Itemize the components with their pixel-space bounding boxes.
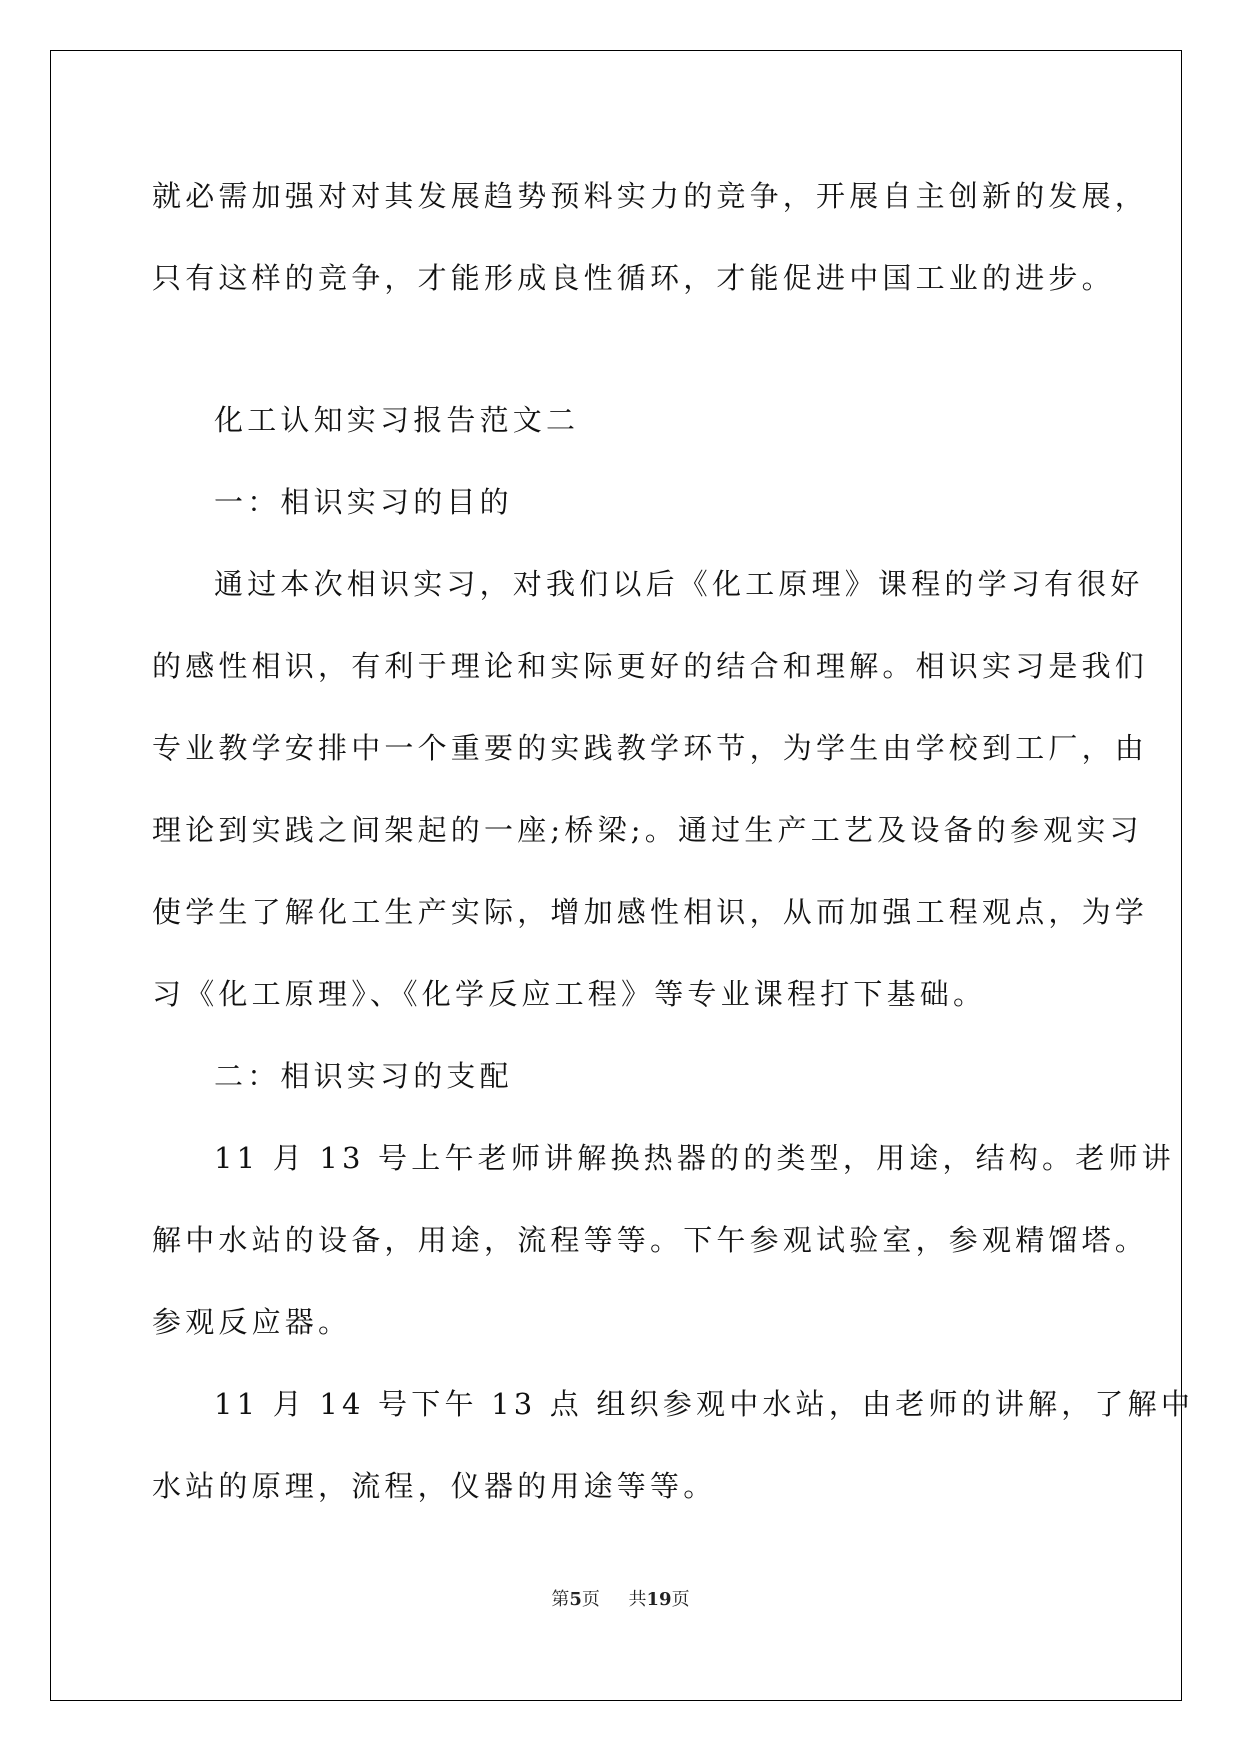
paragraph-line: 解中水站的设备，用途，流程等等。下午参观试验室，参观精馏塔。 — [152, 1223, 1149, 1257]
paragraph-line: 参观反应器。 — [152, 1305, 352, 1339]
paragraph-line: 专业教学安排中一个重要的实践教学环节，为学生由学校到工厂，由 — [152, 731, 1149, 765]
section-heading: 一：相识实习的目的 — [214, 485, 513, 519]
paragraph-line: 通过本次相识实习，对我们以后《化工原理》课程的学习有很好 — [214, 567, 1144, 601]
paragraph-line: 水站的原理，流程，仪器的用途等等。 — [152, 1469, 717, 1503]
total-prefix: 共 — [628, 1589, 647, 1610]
section-heading: 二：相识实习的支配 — [214, 1059, 513, 1093]
paragraph-line: 11 月 14 号下午 13 点 组织参观中水站，由老师的讲解，了解中 — [214, 1387, 1195, 1421]
paragraph-line: 只有这样的竞争，才能形成良性循环，才能促进中国工业的进步。 — [152, 261, 1115, 295]
page-suffix: 页 — [581, 1589, 600, 1610]
total-suffix: 页 — [671, 1589, 690, 1610]
paragraph-line: 11 月 13 号上午老师讲解换热器的的类型，用途，结构。老师讲 — [214, 1141, 1175, 1175]
paragraph-line: 就必需加强对对其发展趋势预料实力的竞争，开展自主创新的发展， — [152, 179, 1149, 213]
paragraph-line: 使学生了解化工生产实际，增加感性相识，从而加强工程观点，为学 — [152, 895, 1149, 929]
paragraph-line: 的感性相识，有利于理论和实际更好的结合和理解。相识实习是我们 — [152, 649, 1149, 683]
section-title: 化工认知实习报告范文二 — [214, 403, 580, 437]
document-body — [152, 155, 1195, 1527]
page-footer — [0, 1585, 1241, 1611]
total-pages: 19 — [646, 1589, 672, 1610]
page-prefix: 第 — [551, 1589, 570, 1610]
paragraph-line: 理论到实践之间架起的一座;桥梁;。通过生产工艺及设备的参观实习 — [152, 813, 1143, 847]
page-number: 5 — [569, 1589, 582, 1610]
paragraph-line: 习《化工原理》、《化学反应工程》等专业课程打下基础。 — [152, 977, 987, 1011]
